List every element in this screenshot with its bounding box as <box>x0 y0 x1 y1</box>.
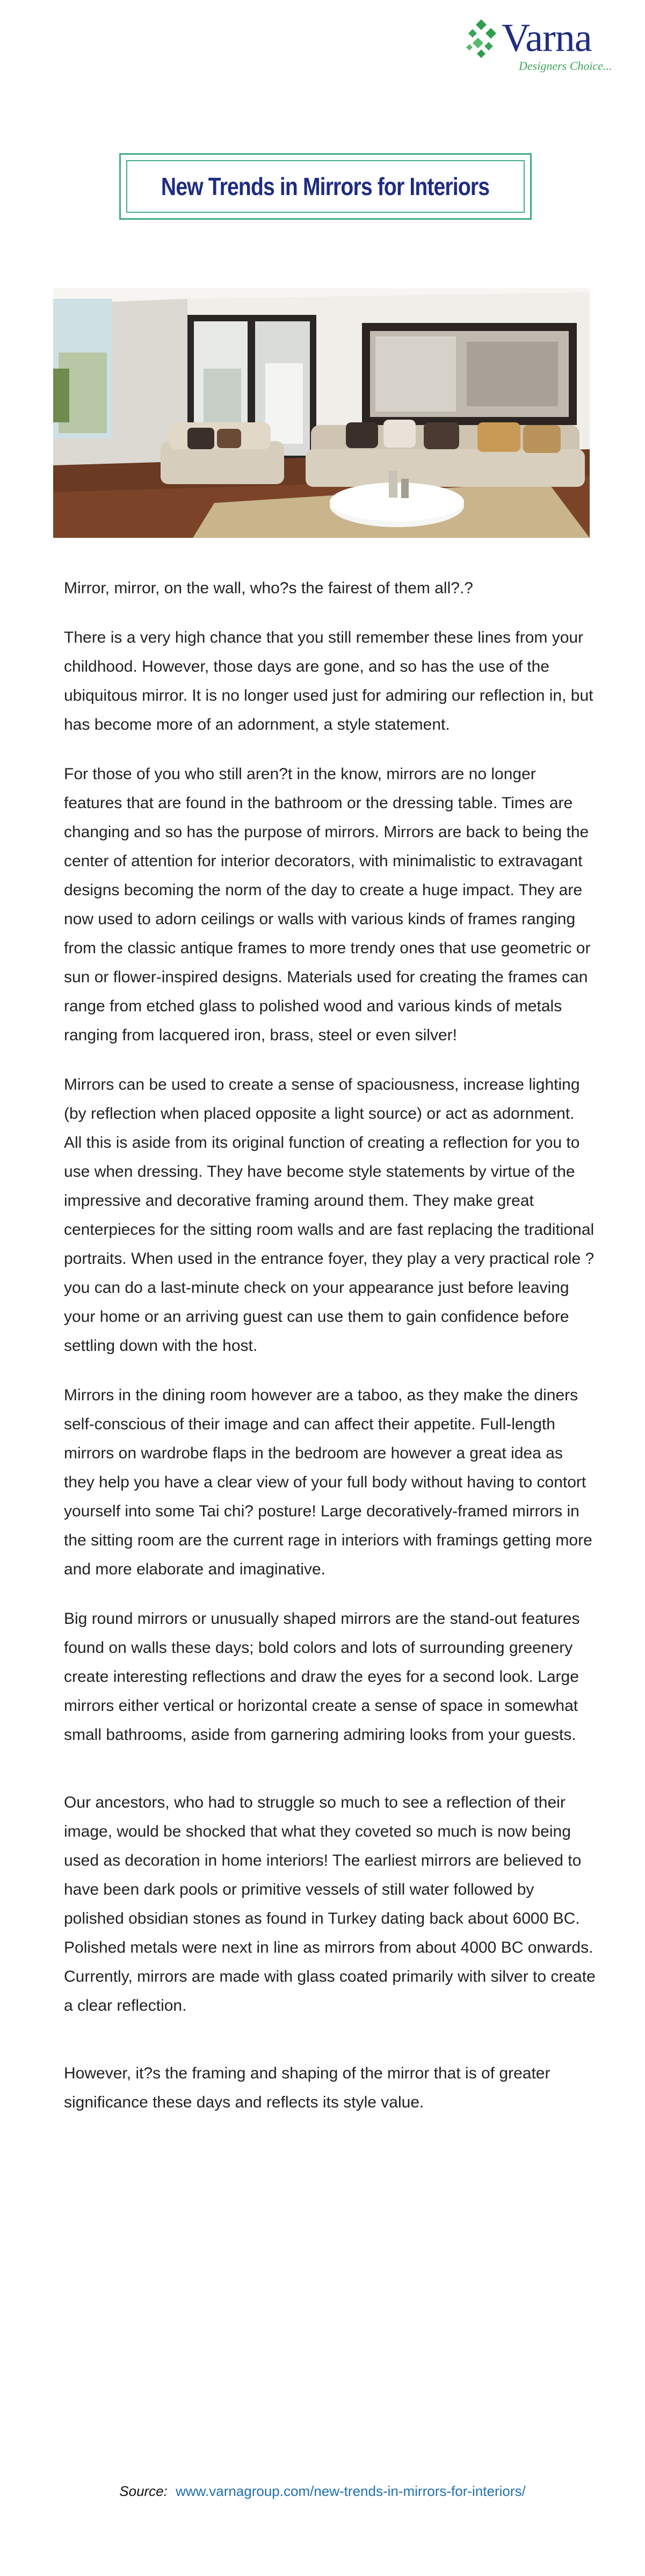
paragraph: Big round mirrors or unusually shaped mirrors are the stand-out features found on walls these days; bold colors and lots of surrounding greenery create interesting reflections and draw the eyes for a second look. Large mirrors either vertical or horizontal create a sense of space in somewhat small bathrooms, aside from garnering admiring looks from your guests. <box>64 1610 580 1744</box>
paragraph: However, it?s the framing and shaping of the mirror that is of greater significance these days and reflects its style value. <box>64 2064 550 2111</box>
article-body <box>64 574 596 2138</box>
title-frame-inner <box>126 160 525 213</box>
source-label: Source: <box>119 2483 168 2499</box>
page-title: New Trends in Mirrors for Interiors <box>161 172 490 200</box>
hero-image <box>53 288 590 538</box>
paragraph-intro: Mirror, mirror, on the wall, who?s the fairest of them all?.? <box>64 579 473 597</box>
paragraph: Mirrors can be used to create a sense of spaciousness, increase lighting (by reflection when placed opposite a light source) or act as adornment. All this is aside from its original function of creating a reflection for you to use when dressing. They have become style statements by virtue of the impressive and decorative framing around them. They make great centerpieces for the sitting room walls and are fast replacing the traditional portraits. When used in the entrance foyer, they play a very practical role ? you can do a last-minute check on your appearance just before leaving your home or an arriving guest can use them to gain confidence before settling down with the host. <box>64 1076 595 1355</box>
brand-name: Varna <box>502 16 592 60</box>
paragraph: Our ancestors, who had to struggle so much to see a reflection of their image, would be shocked that what they coveted so much is now being used as decoration in home interiors! The earliest mirrors are believed to have been dark pools or primitive vessels of still water followed by polished obsidian stones as found in Turkey dating back about 6000 BC. Polished metals were next in line as mirrors from about 4000 BC onwards. Currently, mirrors are made with glass coated primarily with silver to create a clear reflection. <box>64 1794 596 2014</box>
paragraph: For those of you who still aren?t in the know, mirrors are no longer features that are found in the bathroom or the dressing table. Times are changing and so has the purpose of mirrors. Mirrors are back to being the center of attention for interior decorators, with minimalistic to extravagant designs becoming the norm of the day to create a huge impact. They are now used to adorn ceilings or walls with various kinds of frames ranging from the classic antique frames to more trendy ones that use geometric or sun or flower-inspired designs. Materials used for creating the frames can range from etched glass to polished wood and various kinds of metals ranging from lacquered iron, brass, steel or even silver! <box>64 765 591 1044</box>
source-link[interactable]: www.varnagroup.com/new-trends-in-mirrors-for-interiors/ <box>176 2483 526 2499</box>
logo-mark-icon <box>465 18 503 61</box>
title-frame <box>119 153 532 220</box>
brand-tagline: Designers Choice... <box>519 59 612 73</box>
paragraph: Mirrors in the dining room however are a taboo, as they make the diners self-conscious of their image and can affect their appetite. Full-length mirrors on wardrobe flaps in the bedroom are however a great idea as they help you have a clear view of your full body without having to contort yourself into some Tai chi? posture! Large decoratively-framed mirrors in the sitting room are the current rage in interiors with framings getting more and more elaborate and imaginative. <box>64 1386 592 1578</box>
paragraph: There is a very high chance that you still remember these lines from your childhood. However, those days are gone, and so has the use of the ubiquitous mirror. It is no longer used just for admiring our reflection in, but has become more of an adornment, a style statement. <box>64 629 593 733</box>
brand-logo[interactable] <box>465 16 626 81</box>
source-line <box>0 2480 645 2502</box>
living-room-illustration <box>53 288 590 538</box>
